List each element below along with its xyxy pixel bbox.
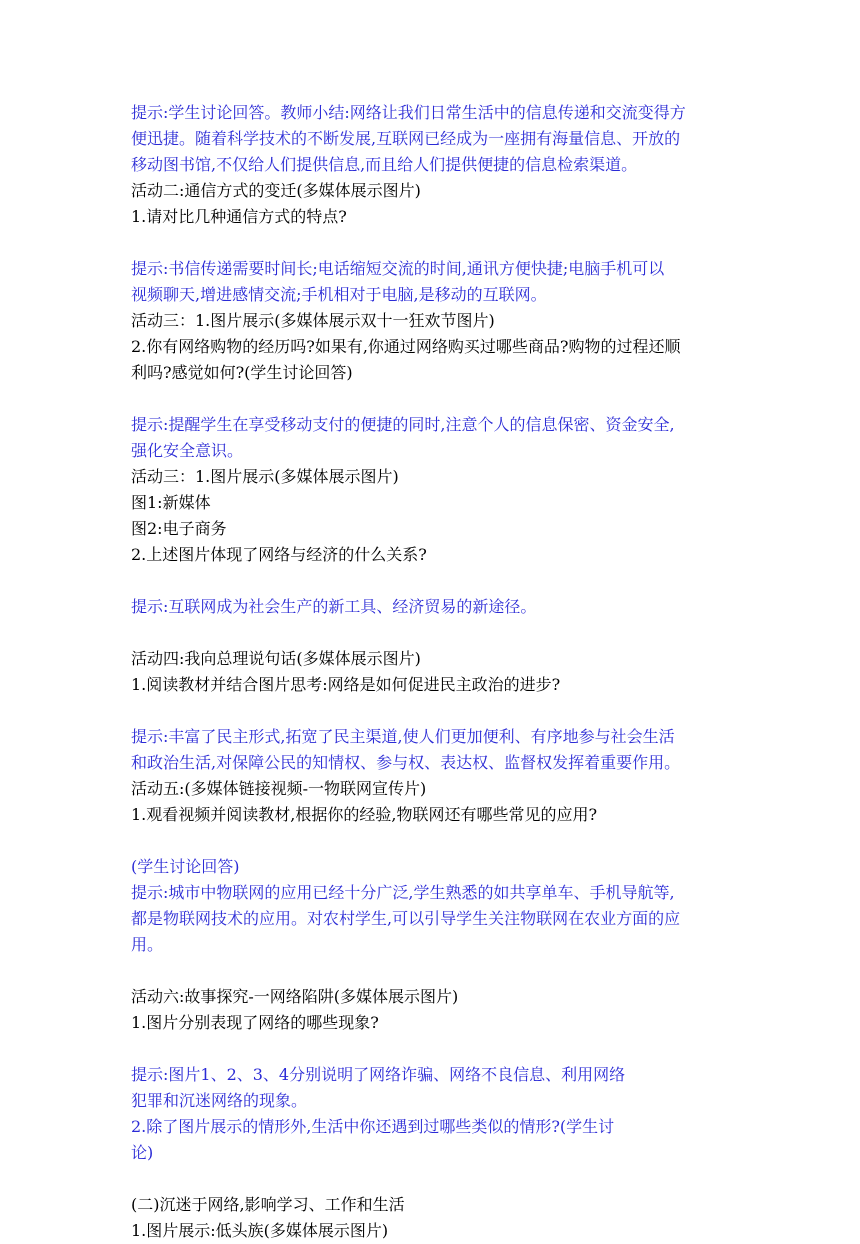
document-body	[131, 100, 735, 1244]
hint-text-line: 都是物联网技术的应用。对农村学生,可以引导学生关注物联网在农业方面的应	[131, 909, 681, 928]
body-text-line: 活动二:通信方式的变迁(多媒体展示图片)	[131, 181, 421, 200]
body-text-line: 1.图片分别表现了网络的哪些现象?	[131, 1013, 379, 1032]
blank-line	[131, 698, 735, 724]
body-text-line: 图2:电子商务	[131, 519, 227, 538]
blank-line	[131, 230, 735, 256]
body-text-line: 活动三：1.图片展示(多媒体展示图片)	[131, 467, 399, 486]
hint-text-line: 提示:学生讨论回答。教师小结:网络让我们日常生活中的信息传递和交流变得方	[131, 103, 686, 122]
body-text-line: 1.图片展示:低头族(多媒体展示图片)	[131, 1221, 389, 1240]
body-text-line: 活动六:故事探究-一网络陷阱(多媒体展示图片)	[131, 987, 459, 1006]
hint-text-line: 移动图书馆,不仅给人们提供信息,而且给人们提供便捷的信息检索渠道。	[131, 155, 638, 174]
body-text-line: 活动五:(多媒体链接视频-一物联网宣传片)	[131, 779, 427, 798]
hint-text-line: 便迅捷。随着科学技术的不断发展,互联网已经成为一座拥有海量信息、开放的	[131, 129, 681, 148]
body-text-line: (二)沉迷于网络,影响学习、工作和生活	[131, 1195, 405, 1214]
blank-line	[131, 1166, 735, 1192]
hint-text-line: 犯罪和沉迷网络的现象。	[131, 1091, 308, 1110]
body-text-line: 活动三：1.图片展示(多媒体展示双十一狂欢节图片)	[131, 311, 495, 330]
hint-text-line: 强化安全意识。	[131, 441, 244, 460]
body-text-line: 利吗?感觉如何?(学生讨论回答)	[131, 363, 353, 382]
blank-line	[131, 958, 735, 984]
body-text-line: 2.上述图片体现了网络与经济的什么关系?	[131, 545, 427, 564]
hint-text-line: 论)	[131, 1143, 154, 1162]
body-text-line: 1.请对比几种通信方式的特点?	[131, 207, 347, 226]
hint-text-line: 用。	[131, 935, 164, 954]
hint-text-line: 视频聊天,增进感情交流;手机相对于电脑,是移动的互联网。	[131, 285, 547, 304]
hint-text-line: 提示:丰富了民主形式,拓宽了民主渠道,使人们更加便利、有序地参与社会生活	[131, 727, 675, 746]
hint-text-line: 提示:图片1、2、3、4分别说明了网络诈骗、网络不良信息、利用网络	[131, 1065, 626, 1084]
hint-text-line: 提示:城市中物联网的应用已经十分广泛,学生熟悉的如共享单车、手机导航等,	[131, 883, 675, 902]
hint-text-line: 提示:互联网成为社会生产的新工具、经济贸易的新途径。	[131, 597, 537, 616]
hint-text-line: 和政治生活,对保障公民的知情权、参与权、表达权、监督权发挥着重要作用。	[131, 753, 681, 772]
body-text-line: 1.阅读教材并结合图片思考:网络是如何促进民主政治的进步?	[131, 675, 561, 694]
blank-line	[131, 620, 735, 646]
blank-line	[131, 1036, 735, 1062]
blank-line	[131, 568, 735, 594]
blank-line	[131, 828, 735, 854]
body-text-line: 1.观看视频并阅读教材,根据你的经验,物联网还有哪些常见的应用?	[131, 805, 598, 824]
hint-text-line: 提示:书信传递需要时间长;电话缩短交流的时间,通讯方便快捷;电脑手机可以	[131, 259, 665, 278]
hint-text-line: (学生讨论回答)	[131, 857, 240, 876]
body-text-line: 2.你有网络购物的经历吗?如果有,你通过网络购买过哪些商品?购物的过程还顺	[131, 337, 681, 356]
hint-text-line: 2.除了图片展示的情形外,生活中你还遇到过哪些类似的情形?(学生讨	[131, 1117, 615, 1136]
body-text-line: 活动四:我向总理说句话(多媒体展示图片)	[131, 649, 421, 668]
blank-line	[131, 386, 735, 412]
hint-text-line: 提示:提醒学生在享受移动支付的便捷的同时,注意个人的信息保密、资金安全,	[131, 415, 675, 434]
body-text-line: 图1:新媒体	[131, 493, 211, 512]
